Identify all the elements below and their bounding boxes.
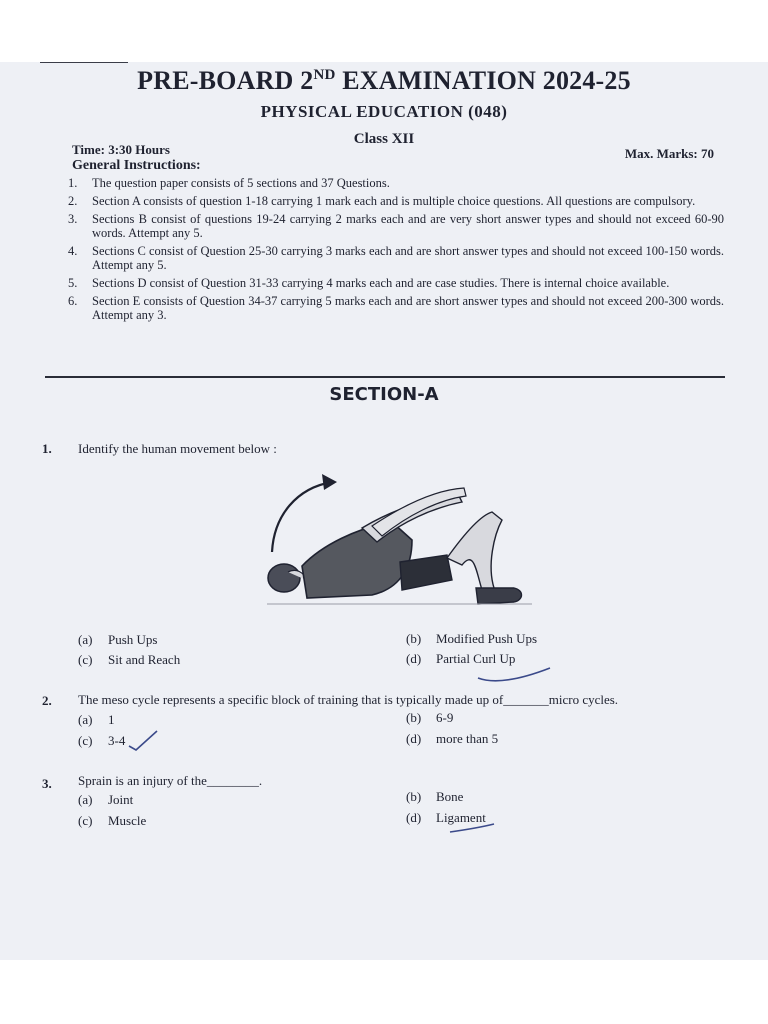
- option-text: Modified Push Ups: [436, 631, 538, 646]
- option-text: 6-9: [436, 710, 454, 725]
- q2-option-b[interactable]: [406, 710, 453, 726]
- time-duration: Time: 3:30 Hours: [72, 142, 170, 157]
- instruction-number: 6.: [68, 294, 78, 308]
- section-divider: [45, 376, 725, 378]
- instruction-item: [68, 212, 724, 240]
- option-text: Muscle: [108, 813, 147, 828]
- q3-option-c[interactable]: [78, 813, 146, 829]
- instruction-text: Section E consists of Question 34-37 carrying 5 marks each and are short answer types and should not exceed 200-300 words. Attempt any 3.: [92, 294, 724, 322]
- option-label: (d): [406, 731, 422, 746]
- instruction-number: 1.: [68, 176, 78, 190]
- instruction-item: [68, 294, 724, 322]
- question-2-text: The meso cycle represents a specific block of training that is typically made up of_______micro cycles.: [78, 692, 619, 707]
- option-text: 3-4: [108, 733, 126, 748]
- option-text: Joint: [108, 792, 134, 807]
- subject-line: PHYSICAL EDUCATION (048): [260, 102, 508, 121]
- q3-option-a[interactable]: [78, 792, 133, 808]
- title-rest: EXAMINATION 2024-25: [335, 66, 631, 95]
- option-label: (b): [406, 710, 422, 725]
- title-main: PRE-BOARD 2: [137, 66, 314, 95]
- title-superscript: ND: [313, 67, 336, 83]
- option-label: (a): [78, 632, 93, 647]
- option-label: (b): [406, 631, 422, 646]
- option-label: (b): [406, 789, 422, 804]
- option-label: (d): [406, 651, 422, 666]
- option-label: (d): [406, 810, 422, 825]
- option-label: (c): [78, 652, 93, 667]
- section-a-heading: SECTION-A: [329, 384, 439, 405]
- instruction-text: The question paper consists of 5 sections and 37 Questions.: [92, 176, 390, 190]
- instruction-item: [68, 194, 724, 208]
- q1-option-a[interactable]: [78, 632, 158, 648]
- question-2-number: 2.: [42, 693, 52, 708]
- top-edge-mark: [40, 62, 128, 63]
- option-text: Partial Curl Up: [436, 651, 516, 666]
- q2-answer-tick-mark: [126, 728, 160, 752]
- instruction-number: 5.: [68, 276, 78, 290]
- option-text: more than 5: [436, 731, 499, 746]
- question-3-text: Sprain is an injury of the________.: [78, 773, 263, 788]
- class-line: Class XII: [353, 131, 415, 147]
- movement-arc-arrow: [272, 474, 337, 552]
- option-label: (c): [78, 813, 93, 828]
- instructions-list: [68, 176, 724, 326]
- instruction-number: 4.: [68, 244, 78, 258]
- q1-option-c[interactable]: [78, 652, 180, 668]
- person-figure: [267, 488, 532, 604]
- option-label: (a): [78, 712, 93, 727]
- q2-option-a[interactable]: [78, 712, 115, 728]
- instruction-number: 3.: [68, 212, 78, 226]
- q3-option-b[interactable]: [406, 789, 463, 805]
- instruction-text: Section A consists of question 1-18 carrying 1 mark each and is multiple choice questions. All questions are compulsory.: [92, 194, 696, 208]
- question-1-number: 1.: [42, 441, 52, 456]
- question-3-number: 3.: [42, 776, 52, 791]
- general-instructions-heading: General Instructions:: [72, 158, 201, 173]
- q2-option-d[interactable]: [406, 731, 498, 747]
- q2-option-c[interactable]: [78, 733, 125, 749]
- option-text: Push Ups: [108, 632, 158, 647]
- option-text: Bone: [436, 789, 464, 804]
- instruction-item: [68, 276, 724, 290]
- instruction-text: Sections B consist of questions 19-24 carrying 2 marks each and are very short answer types and should not exceed 60-90 words. Attempt any 5.: [92, 212, 724, 240]
- option-text: Sit and Reach: [108, 652, 181, 667]
- instruction-item: [68, 244, 724, 272]
- exam-title: [0, 66, 768, 96]
- option-text: 1: [108, 712, 115, 727]
- q3-answer-underline-mark: [446, 818, 498, 838]
- q1-option-b[interactable]: [406, 631, 537, 647]
- instruction-number: 2.: [68, 194, 78, 208]
- option-text: Ligament: [436, 810, 486, 825]
- option-label: (c): [78, 733, 93, 748]
- instruction-item: [68, 176, 724, 190]
- curl-up-illustration: [262, 470, 542, 615]
- instruction-text: Sections C consist of Question 25-30 carrying 3 marks each and are short answer types and should not exceed 100-150 words. Attempt any 5.: [92, 244, 724, 272]
- question-1-text: Identify the human movement below :: [78, 441, 277, 456]
- option-label: (a): [78, 792, 93, 807]
- instruction-text: Sections D consist of Question 31-33 carrying 4 marks each and are case studies. There is internal choice available.: [92, 276, 670, 290]
- q1-answer-underline-mark: [474, 664, 554, 686]
- max-marks: Max. Marks: 70: [624, 146, 714, 161]
